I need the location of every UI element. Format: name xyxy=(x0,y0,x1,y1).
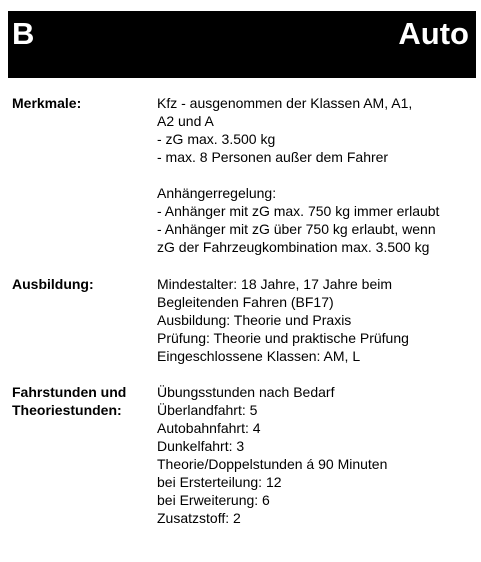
paragraph-gap xyxy=(157,166,477,184)
section-content xyxy=(157,275,477,365)
class-header-bar xyxy=(8,11,476,78)
section-label xyxy=(12,275,152,293)
license-class-letter: B xyxy=(12,16,35,51)
content-line: bei Erweiterung: 6 xyxy=(157,492,270,508)
section-label-line: Theoriestunden: xyxy=(12,402,122,418)
section-label-line: Fahrstunden und xyxy=(12,384,127,400)
content-line: Eingeschlossene Klassen: AM, L xyxy=(157,348,361,364)
section-label-line: Ausbildung: xyxy=(12,276,94,292)
license-class-title: Auto xyxy=(398,16,469,51)
content-line: - Anhänger mit zG über 750 kg erlaubt, wenn xyxy=(157,221,436,237)
content-line: Autobahnfahrt: 4 xyxy=(157,420,261,436)
content-line: Dunkelfahrt: 3 xyxy=(157,438,245,454)
content-line: - zG max. 3.500 kg xyxy=(157,131,276,147)
content-line: Anhängerregelung: xyxy=(157,185,277,201)
content-line: Mindestalter: 18 Jahre, 17 Jahre beim xyxy=(157,276,393,292)
content-line: A2 und A xyxy=(157,113,214,129)
section-content xyxy=(157,94,477,256)
content-line: Prüfung: Theorie und praktische Prüfung xyxy=(157,330,409,346)
content-line: Kfz - ausgenommen der Klassen AM, A1, xyxy=(157,95,413,111)
content-line: Ausbildung: Theorie und Praxis xyxy=(157,312,352,328)
content-line: Begleitenden Fahren (BF17) xyxy=(157,294,334,310)
section-label-line: Merkmale: xyxy=(12,95,82,111)
content-line: Zusatzstoff: 2 xyxy=(157,510,241,526)
content-line: Überlandfahrt: 5 xyxy=(157,402,258,418)
content-line: Theorie/Doppelstunden á 90 Minuten xyxy=(157,456,388,472)
content-line: zG der Fahrzeugkombination max. 3.500 kg xyxy=(157,239,430,255)
section-label xyxy=(12,383,152,419)
section-label xyxy=(12,94,152,112)
content-line: - max. 8 Personen außer dem Fahrer xyxy=(157,149,389,165)
section-content xyxy=(157,383,477,527)
content-line: Übungsstunden nach Bedarf xyxy=(157,384,335,400)
content-line: bei Ersterteilung: 12 xyxy=(157,474,282,490)
content-line: - Anhänger mit zG max. 750 kg immer erlaubt xyxy=(157,203,440,219)
